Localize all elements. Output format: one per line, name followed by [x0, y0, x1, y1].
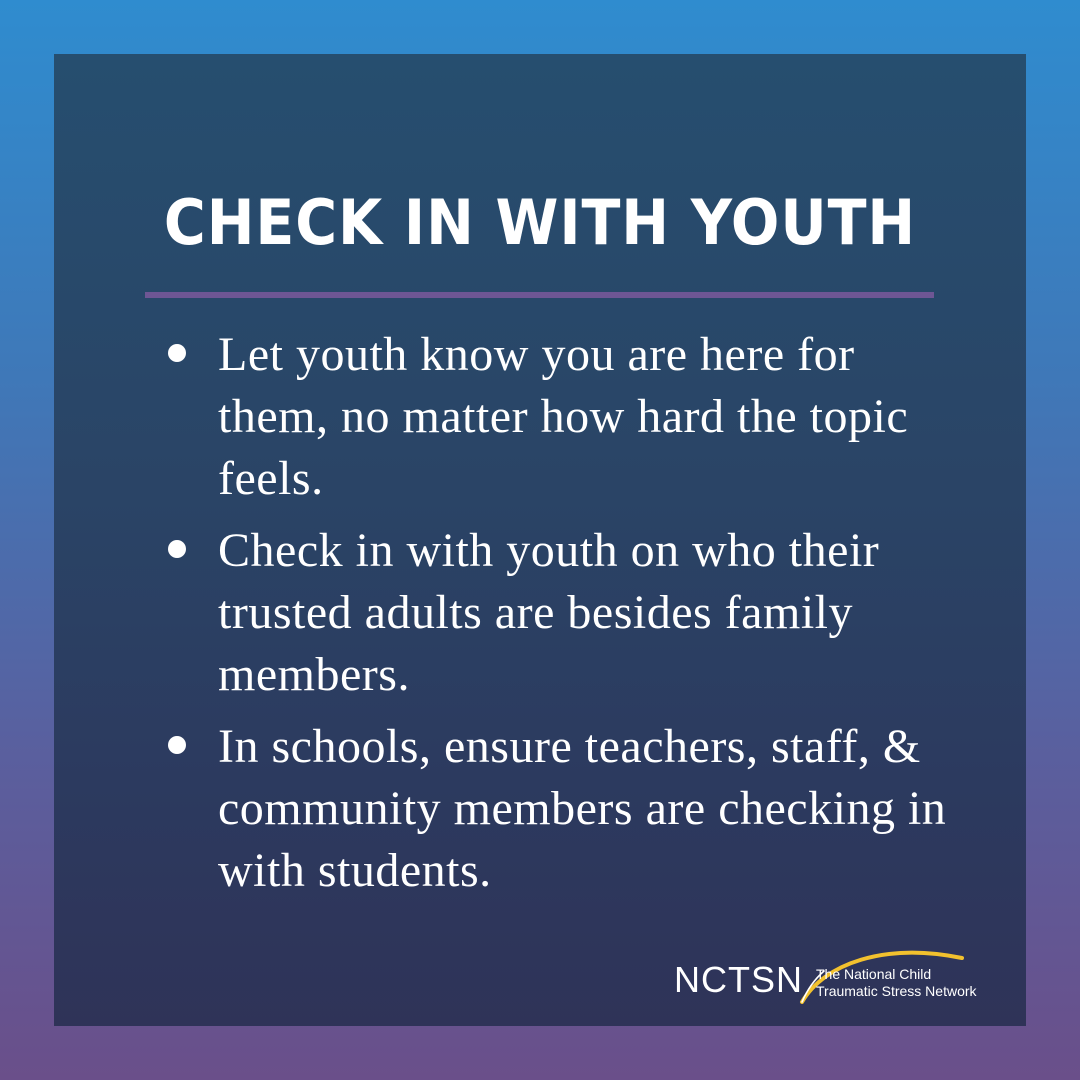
content-card	[54, 54, 1026, 1026]
bullet-dot-icon	[168, 344, 186, 362]
logo-acronym: NCTSN	[674, 959, 803, 1000]
nctsn-logo	[674, 944, 1014, 1004]
logo-name	[816, 966, 977, 1000]
bullet-dot-icon	[168, 736, 186, 754]
bullet-text: In schools, ensure teachers, staff, & community members are checking in with students.	[218, 720, 947, 897]
bullet-item	[162, 716, 962, 902]
bullet-text: Check in with youth on who their trusted adults are besides family members.	[218, 524, 880, 701]
logo-name-line2: Traumatic Stress Network	[816, 983, 977, 999]
title-divider	[145, 292, 934, 298]
bullet-dot-icon	[168, 540, 186, 558]
bullet-item	[162, 324, 962, 510]
card-title: CHECK IN WITH YOUTH	[163, 186, 917, 259]
bullet-item	[162, 520, 962, 706]
logo-name-line1: The National Child	[816, 966, 932, 982]
bullet-list	[162, 324, 962, 912]
bullet-text: Let youth know you are here for them, no matter how hard the topic feels.	[218, 328, 909, 505]
